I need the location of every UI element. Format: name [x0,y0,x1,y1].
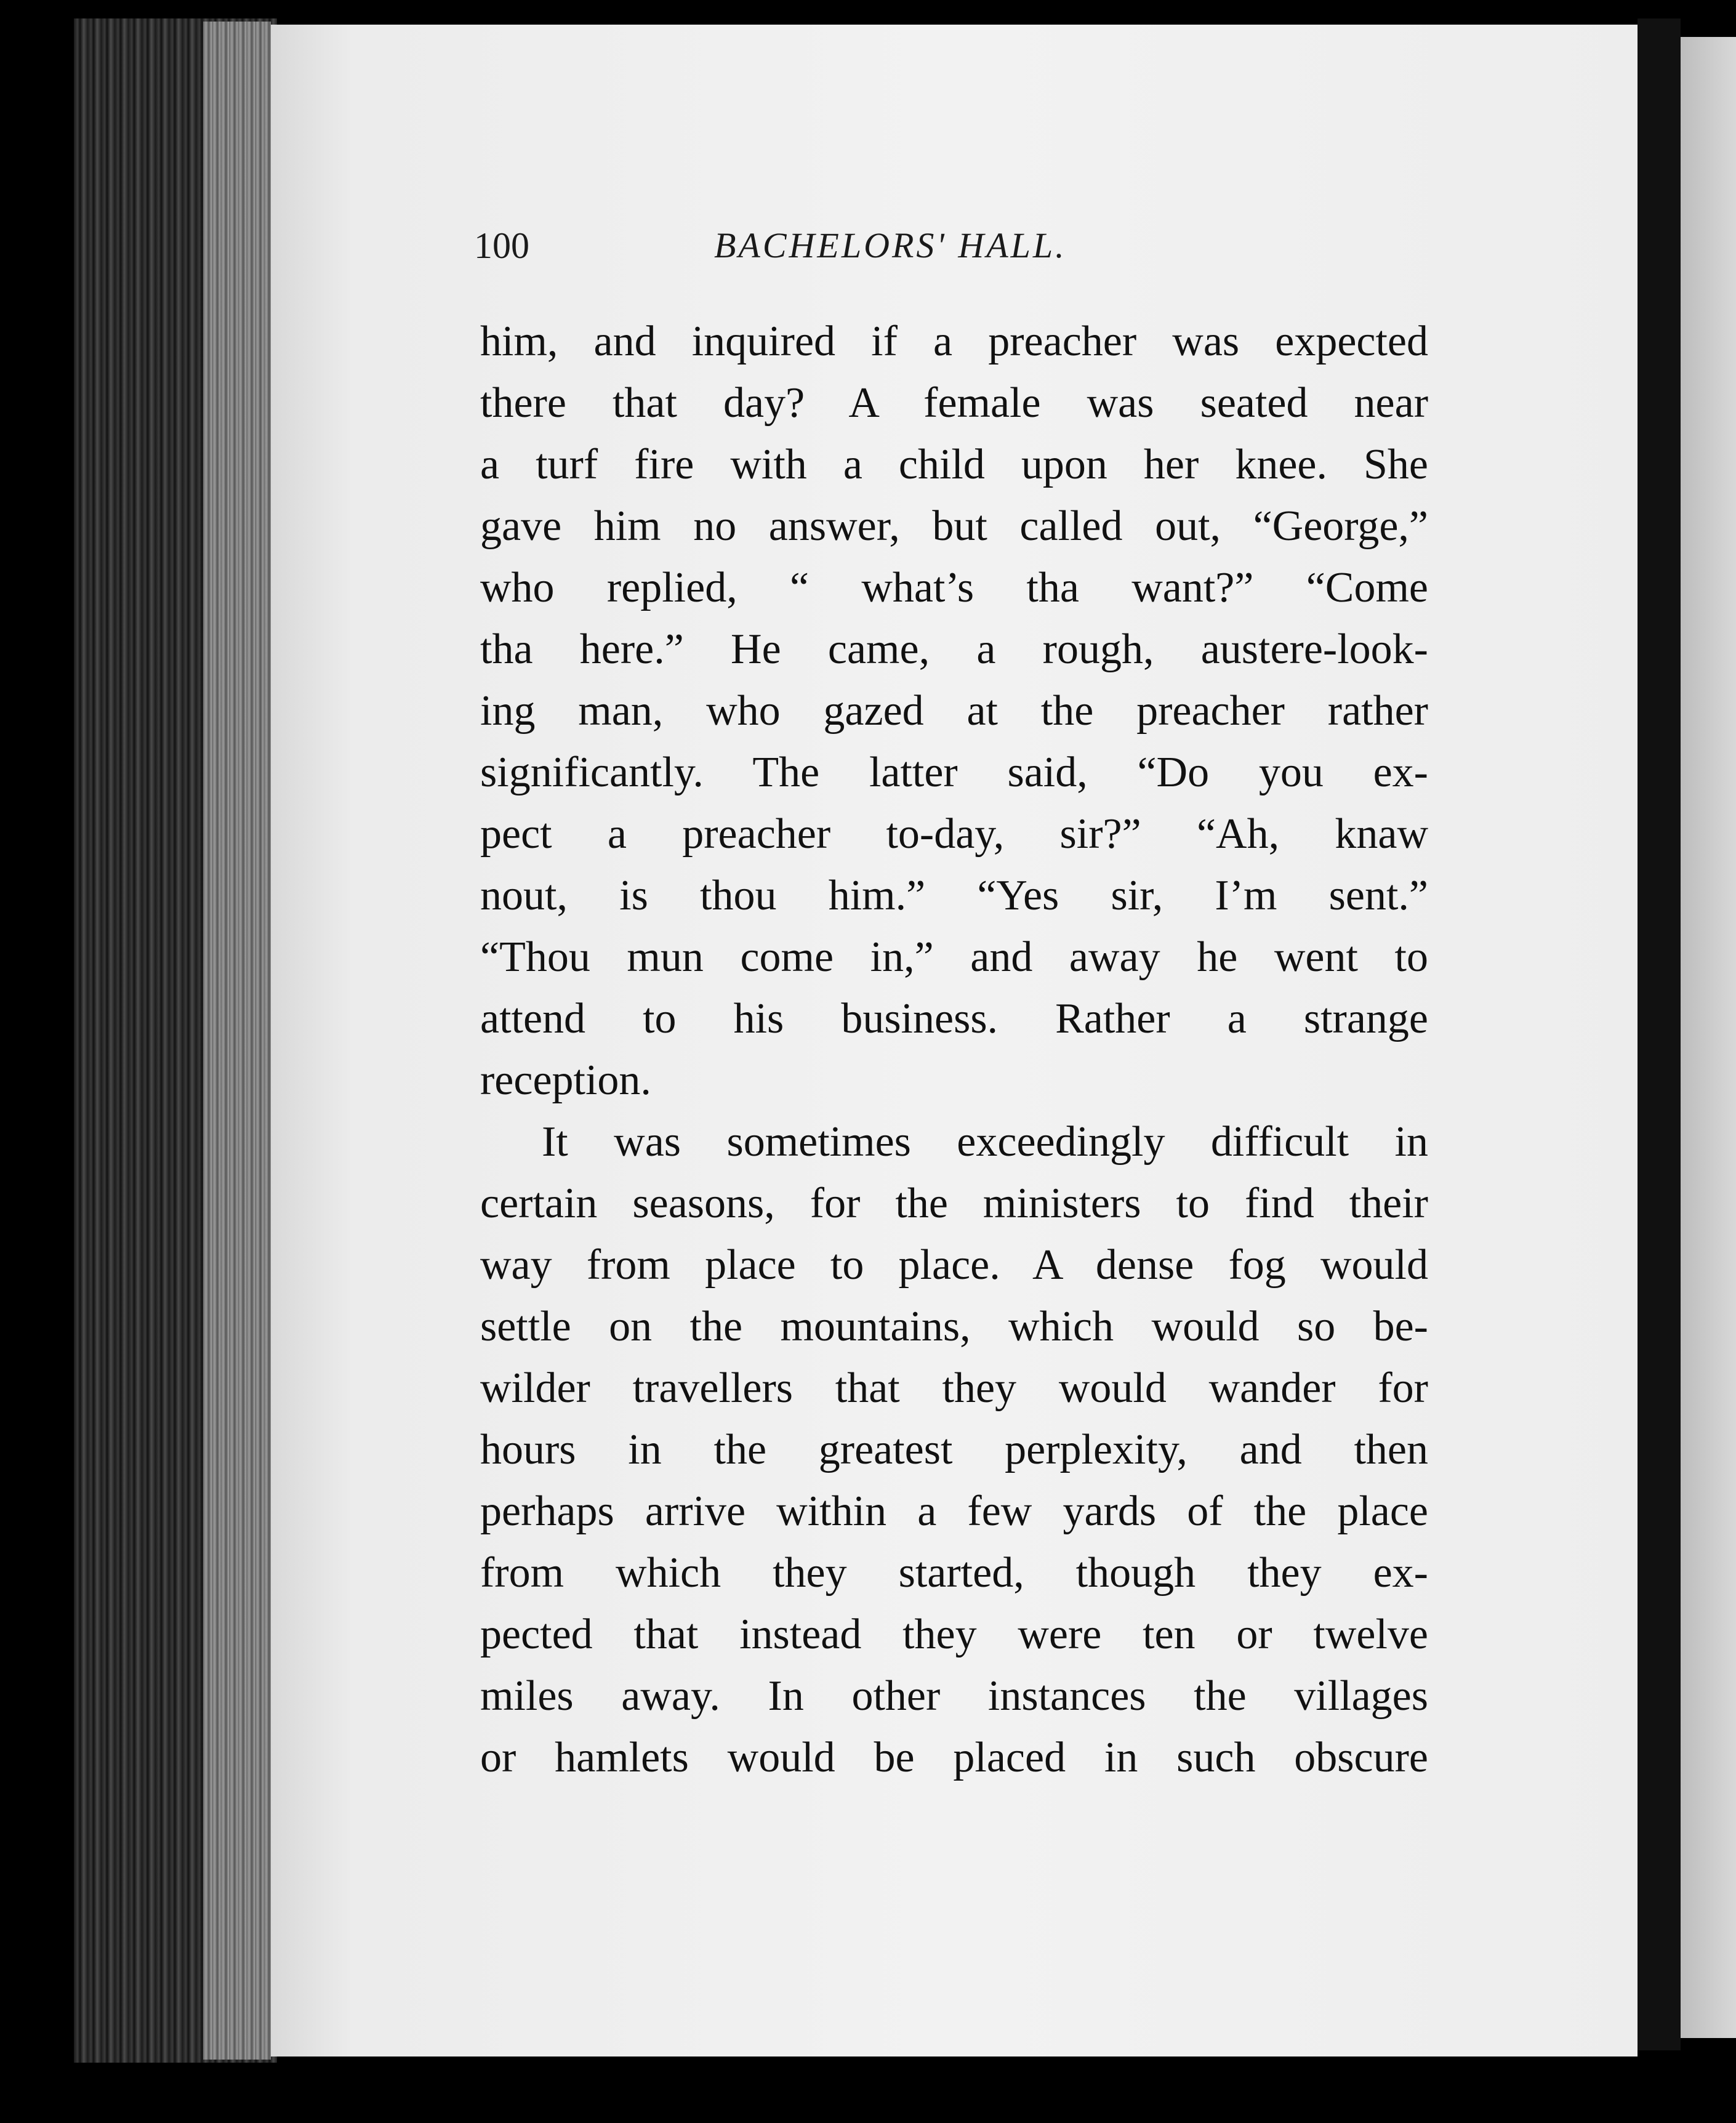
text-line: way from place to place. A dense fog would [480,1241,1428,1289]
text-line: ing man, who gazed at the preacher rather [480,687,1428,735]
text-line: wilder travellers that they would wander for [480,1364,1428,1412]
paragraph-first-line: It was sometimes exceedingly difficult in [542,1118,1428,1166]
text-line: or hamlets would be placed in such obscure [480,1734,1428,1781]
running-title: BACHELORS' HALL. [714,225,1067,265]
text-line: him, and inquired if a preacher was expected [480,318,1428,365]
text-line: nout, is thou him.” “Yes sir, I’m sent.” [480,872,1428,919]
text-line: tha here.” He came, a rough, austere-look- [480,626,1428,673]
running-head [474,225,1213,280]
text-line: pect a preacher to-day, sir?” “Ah, knaw [480,810,1428,858]
text-line: significantly. The latter said, “Do you ex- [480,749,1428,796]
body-text [480,311,1428,1789]
text-line: miles away. In other instances the villages [480,1672,1428,1720]
text-line: there that day? A female was seated near [480,379,1428,427]
text-line: gave him no answer, but called out, “George,” [480,502,1428,550]
text-line: settle on the mountains, which would so be- [480,1303,1428,1350]
text-line: from which they started, though they ex- [480,1549,1428,1597]
facing-page-sliver [1681,37,1736,2038]
text-line: perhaps arrive within a few yards of the place [480,1488,1428,1535]
text-line: pected that instead they were ten or twelve [480,1611,1428,1658]
text-line: who replied, “ what’s tha want?” “Come [480,564,1428,611]
book-gutter [1638,18,1681,2050]
page-number: 100 [474,225,529,266]
text-line: “Thou mun come in,” and away he went to [480,933,1428,981]
text-line: attend to his business. Rather a strange [480,995,1428,1042]
text-line: reception. [480,1057,651,1104]
text-line: a turf fire with a child upon her knee. She [480,441,1428,488]
text-line: certain seasons, for the ministers to find their [480,1180,1428,1227]
book-page-edges-light [203,22,271,2060]
text-line: hours in the greatest perplexity, and then [480,1426,1428,1473]
